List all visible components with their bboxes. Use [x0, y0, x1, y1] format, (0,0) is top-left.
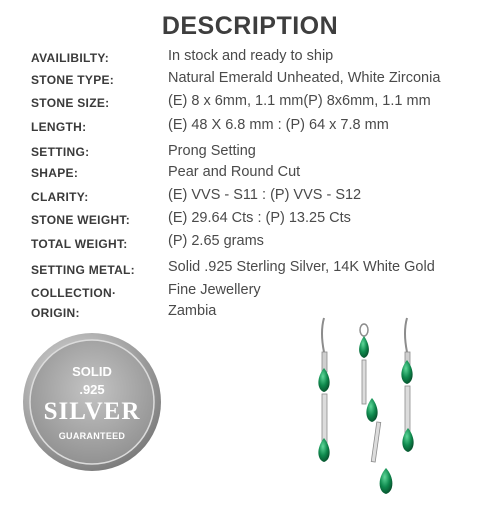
- value-length: (E) 48 X 6.8 mm : (P) 64 x 7.8 mm: [168, 117, 389, 133]
- label-setting-metal: SETTING METAL:: [31, 263, 135, 277]
- value-setting: Prong Setting: [168, 143, 256, 159]
- value-total-weight: (P) 2.65 grams: [168, 233, 264, 249]
- label-shape: SHAPE:: [31, 166, 79, 180]
- badge-silver-text: SILVER: [43, 398, 141, 425]
- label-length: LENGTH:: [31, 120, 87, 134]
- description-title: DESCRIPTION: [161, 12, 339, 40]
- label-stone-size: STONE SIZE:: [31, 96, 110, 110]
- silver-guarantee-badge: [22, 332, 162, 472]
- value-stone-weight: (E) 29.64 Cts : (P) 13.25 Cts: [168, 210, 351, 226]
- value-stone-type: Natural Emerald Unheated, White Zirconia: [168, 70, 441, 86]
- value-setting-metal: Solid .925 Sterling Silver, 14K White Gold: [168, 259, 435, 275]
- label-origin: ORIGIN:: [31, 306, 80, 320]
- label-stone-type: STONE TYPE:: [31, 73, 115, 87]
- pendant: [359, 324, 392, 494]
- left-earring: [318, 318, 329, 462]
- value-availability: In stock and ready to ship: [168, 48, 334, 64]
- label-setting: SETTING:: [31, 145, 90, 159]
- value-collection: Fine Jewellery: [168, 282, 261, 298]
- value-shape: Pear and Round Cut: [168, 164, 301, 180]
- emerald-jewelry-set-image: [300, 312, 450, 502]
- right-earring: [401, 318, 413, 452]
- label-clarity: CLARITY:: [31, 190, 89, 204]
- value-origin: Zambia: [168, 303, 217, 319]
- label-total-weight: TOTAL WEIGHT:: [31, 237, 128, 251]
- badge-925-text: .925: [79, 382, 105, 397]
- value-clarity: (E) VVS - S11 : (P) VVS - S12: [168, 187, 362, 203]
- badge-solid-text: SOLID: [72, 364, 112, 379]
- label-collection: COLLECTION·: [31, 286, 117, 300]
- label-availability: AVAILIBILTY:: [31, 51, 110, 65]
- badge-guaranteed-text: GUARANTEED: [58, 431, 126, 441]
- label-stone-weight: STONE WEIGHT:: [31, 213, 131, 227]
- value-stone-size: (E) 8 x 6mm, 1.1 mm(P) 8x6mm, 1.1 mm: [168, 93, 431, 109]
